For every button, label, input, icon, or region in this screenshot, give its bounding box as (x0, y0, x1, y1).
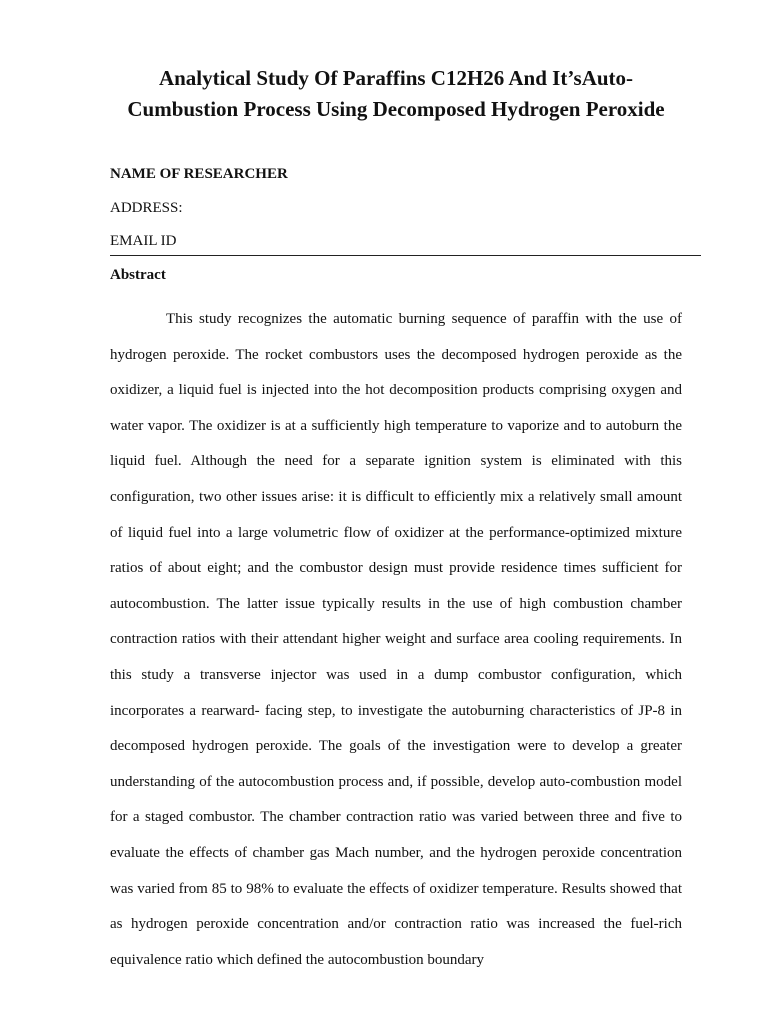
email-label: EMAIL ID (110, 233, 177, 249)
paper-title: Analytical Study Of Paraffins C12H26 And It’sAuto-Cumbustion Process Using Decomposed Hydrogen Peroxide (127, 66, 665, 121)
abstract-heading: Abstract (110, 267, 166, 283)
header-divider (110, 255, 701, 256)
address-label: ADDRESS: (110, 200, 183, 216)
abstract-body: This study recognizes the automatic burning sequence of paraffin with the use of hydrogen peroxide. The rocket combustors uses the decomposed hydrogen peroxide as the oxidizer, a liquid fuel is injected into the hot decomposition products comprising oxygen and water vapor. The oxidizer is at a sufficiently high temperature to vaporize and to autoburn the liquid fuel. Although the need for a separate ignition system is eliminated with this configuration, two other issues arise: it is difficult to efficiently mix a relatively small amount of liquid fuel into a large volumetric flow of oxidizer at the performance-optimized mixture ratios of about eight; and the combustor design must provide residence times sufficient for autocombustion. The latter issue typically results in the use of high combustion chamber contraction ratios with their attendant higher weight and surface area cooling requirements. In this study a transverse injector was used in a dump combustor configuration, which incorporates a rearward- facing step, to investigate the autoburning characteristics of JP-8 in decomposed hydrogen peroxide. The goals of the investigation were to develop a greater understanding of the autocombustion process and, if possible, develop auto-combustion model for a staged combustor. The chamber contraction ratio was varied between three and five to evaluate the effects of chamber gas Mach number, and the hydrogen peroxide concentration was varied from 85 to 98% to evaluate the effects of oxidizer temperature. Results showed that as hydrogen peroxide concentration and/or contraction ratio was increased the fuel-rich equivalence ratio which defined the autocombustion boundary (110, 311, 682, 968)
researcher-name-label: NAME OF RESEARCHER (110, 166, 288, 182)
